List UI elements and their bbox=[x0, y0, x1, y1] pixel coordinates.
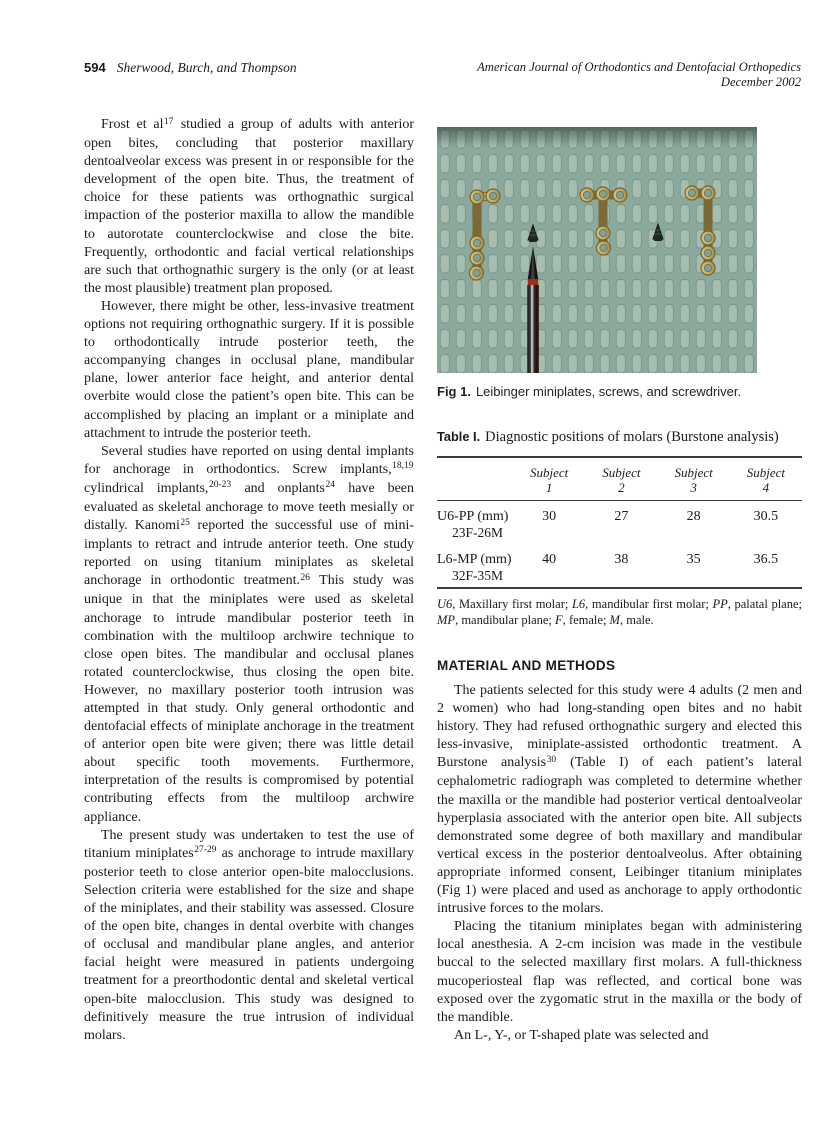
right-column bbox=[437, 127, 802, 1045]
paragraph: An L-, Y-, or T-shaped plate was selected and bbox=[454, 1027, 709, 1043]
authors: Sherwood, Burch, and Thompson bbox=[116, 60, 297, 75]
paragraph: The present study was undertaken to test the use of titanium miniplates$^{27-29}$ as anchorage to intrude maxillary posterior teeth to close anterior open-bite malocclusions. Selection criteria were established for the size and shape of the miniplates, and their stability was assessed. Closure of the open bite, changes in dental overbite with changes of occlusal and mandibular plane angles, and anterior facial height were measured in patients undergoing treatment for a preorthodontic dental and skeletal vertical open-bite malocclusion. This study was designed to definitively measure the true intrusion of individual molars. bbox=[84, 827, 414, 1043]
value-cell: 36.5 bbox=[753, 552, 779, 567]
empty-header-cell bbox=[437, 457, 513, 501]
paragraph: Placing the titanium miniplates began with administering local anesthesia. A 2-cm incision was made in the vestibule buccal to the selected maxillary first molars. A full-thickness mucoperiosteal flap was reflected, and cortical bone was exposed over the zygomatic strut in the maxilla or the body of the mandible. bbox=[437, 919, 802, 1025]
running-head-right bbox=[477, 60, 801, 90]
figure-photo bbox=[437, 127, 757, 373]
running-head-left bbox=[84, 60, 297, 76]
paragraph: Several studies have reported on using dental implants for anchorage in orthodontics. Screw implants,$^{18,19}$ cylindrical implants,$^{20-23}$ and onplants$^{24}$ have been evaluated as skeletal anchorage to move teeth mesially or distally. Kanomi$^{25}$ reported the successful use of mini-implants to retract and intrude anterior teeth. One study reported on using titanium miniplates as skeletal anchorage in orthodontic treatment.$^{26}$ This study was unique in that the miniplates were used as skeletal anchorage to intrude mandibular posterior teeth in combination with the multiloop archwire technique to close open bites. The mandibular and occlusal planes rotated counterclockwise, thus closing the open bite. However, no maxillary posterior tooth intrusion was attempted in that study. Only general orthodontic and dentofacial effects of miniplate anchorage in the treatment of anterior open bite were given; there was little detail about specific tooth movements. Furthermore, interpretation of the results is compromised by potential contributing effects from the multiloop archwire appliance. bbox=[84, 443, 414, 825]
figure-caption bbox=[437, 384, 802, 400]
page-number: 594 bbox=[84, 60, 106, 75]
section-heading-material-and-methods: MATERIAL AND METHODS bbox=[437, 658, 616, 673]
table-header-row bbox=[437, 457, 802, 501]
row-label: L6-MP (mm) 32F-35M bbox=[437, 552, 512, 583]
table-row bbox=[437, 544, 802, 588]
journal-name: American Journal of Orthodontics and Dentofacial Orthopedics bbox=[477, 60, 801, 74]
paragraph: The patients selected for this study were 4 adults (2 men and 2 women) who had long-standing open bites and no habit history. They had refused orthognathic surgery and elected this less-invasive, miniplate-assisted orthodontic treatment. A Burstone analysis$^{30}$ (Table I) of each patient’s lateral cephalometric radiograph was completed to determine whether the maxilla or the mandible had posterior vertical dentoalveolar hyperplasia associated with the anterior open bite. All subjects demonstrated some degree of both maxillary and mandibular vertical excess in the posterior dentoalveolus. After obtaining appropriate informed consent, Leibinger titanium miniplates (Fig 1) were placed and used as anchorage to apply orthodontic intrusive forces to the molars. bbox=[437, 683, 802, 917]
value-cell: 38 bbox=[614, 552, 629, 567]
value-cell: 40 bbox=[542, 552, 557, 567]
table-title bbox=[437, 427, 802, 447]
column-header: Subject 1 bbox=[513, 457, 585, 501]
column-header: Subject 3 bbox=[658, 457, 730, 501]
table-block bbox=[437, 427, 802, 628]
value-cell: 28 bbox=[686, 509, 701, 524]
left-column bbox=[84, 116, 414, 1045]
diagnostic-table bbox=[437, 456, 802, 589]
table-footnote: U6, Maxillary first molar; L6, mandibular first molar; PP, palatal plane; MP, mandibular plane; F, female; M, male. bbox=[437, 597, 802, 627]
paragraph: Frost et $al^{17}$ studied a group of adults with anterior open bites, concluding that posterior maxillary dentoalveolar excess was present in or responsible for the development of the open bite. Thus, the treatment of choice for these patients was orthognathic surgical impaction of the posterior maxilla to allow the mandible to autorotate counterclockwise and close the bite. Frequently, orthodontic and facial vertical relationships are such that orthognathic surgery is the only (or at least the most plausible) treatment plan proposed. bbox=[84, 116, 415, 296]
figure-caption-label: Fig 1. bbox=[437, 384, 471, 399]
column-header: Subject 2 bbox=[585, 457, 657, 501]
column-header: Subject 4 bbox=[730, 457, 802, 501]
table-row bbox=[437, 501, 802, 545]
value-cell: 30 bbox=[542, 509, 557, 524]
value-cell: 30.5 bbox=[753, 509, 779, 524]
value-cell: 35 bbox=[686, 552, 701, 567]
table-title-text: Diagnostic positions of molars (Burstone analysis) bbox=[485, 429, 779, 445]
value-cell: 27 bbox=[614, 509, 629, 524]
table-label: Table I. bbox=[437, 429, 481, 444]
running-head bbox=[84, 60, 801, 90]
figure-caption-text: Leibinger miniplates, screws, and screwdriver. bbox=[475, 384, 742, 399]
journal-issue-date: December 2002 bbox=[720, 75, 801, 89]
paragraph: However, there might be other, less-invasive treatment options not requiring orthognathic surgery. If it is possible to orthodontically intrude posterior teeth, the accompanying changes in occlusal plane, mandibular plane, lower anterior face height, and anterior dental overbite would close the patient’s open bite. This can be accomplished by placing an implant or a miniplate and attachment to intrude the posterior teeth. bbox=[84, 298, 414, 441]
row-label: U6-PP (mm) 23F-26M bbox=[437, 509, 509, 540]
